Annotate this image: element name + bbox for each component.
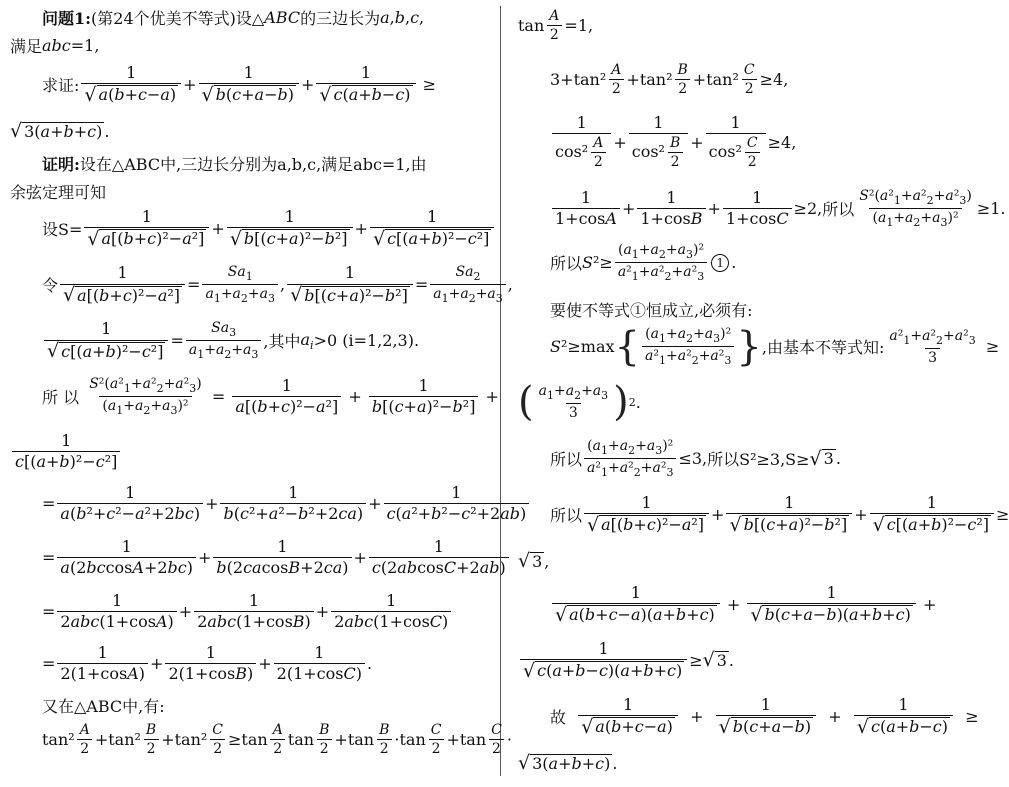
right-column: tan $\frac{A}{2}$ =1, 3+tan² $\frac{A}{2}$ +tan² $\frac{B}{2}$ +tan² $\frac{C}{2}$ ≥4, 1 cos² $\frac{A}{2}$ + 1 cos² $\frac{B}{2}$ + 1 cos² $\frac{C}{2}$ ≥4, $\frac{1}{1+\cos A}$ + $\frac{1}{1+\cos B}$ + $\frac{1}{1+\cos C}$ ≥2, 所以 $\frac{S^2(a^2_1+a^2_2+a^2_3)}{(a_1+a_2+a_3)^2}$ ≥1. 所以 S ²≥ $\frac{(a_1+a_2+a_3)^2}{a^2_1+a^2_2+a^2_3}$ 1 . 要使不等式①恒成立,必须有: S ²≥max { $\frac{(a_1+a_2+a_3)^2}{a^2_1+a^2_2+a^2_3}$ } ,由基本不等式知: $\frac{a^2_1+a^2_2+a^2_3}{3}$ ≥ ( $\frac{a_1+a_2+a_3}{3}$ ) 2 . 所以 $\frac{(a_1+a_2+a_3)^2}{a^2_1+a^2_2+a^2_3}$ ≤3, 所以S²≥3,S≥ √ 3 . 所以 1 √ a[(b+c)²−a²] + 1 √ b[(c+a)²−b²] + 1 √ c[(a+b)²−c²] ≥ √ 3 , 1 √ a(b+c−a)(a+b+c) + 1 √ b(c+a−b)(a+b+c) + 1 √ c(a+b−c)(a+b+c) ≥ √ 3 . 故 1 √ a(b+c−a) + 1 √ b(c+a−b) + 1 √ c(a+b−c) ≥ √ 3(a+b+c) . — [518, 8, 1009, 775]
problem-condition: 满足 abc =1, — [10, 36, 100, 56]
problem-heading: 问题1: (第24个优美不等式) 设△ ABC 的三边长为 a , b , c , — [42, 8, 425, 28]
left-column: 问题1: (第24个优美不等式) 设△ ABC 的三边长为 a , b , c , 满足 abc =1, 求证: 1 √ a(b+c−a) + 1 √ b(c+a−b) + 1 √ c(a+b−c) ≥ √ 3(a+b+c) . 证明: 设在△ABC中,三边长分别为a,b,c,满足abc=1,由 余弦定理可知 设S= 1 √ a[(b+c)²−a²] + 1 √ b[(c+a)²−b²] + 1 √ c[(a+b)²−c²] 令 1 √ a[(b+c)²−a²] = $\frac{Sa_1}{a_1+a_2+a_3}$ , 1 √ b[(c+a)²−b²] = $\frac{Sa_2}{a_1+a_2+a_3}$ , 1 √ c[(a+b)²−c²] = $\frac{Sa_3}{a_1+a_2+a_3}$ ,其中 $a_i$ >0 (i=1,2,3). 所 以 $\frac{S^2(a^2_1+a^2_2+a^2_3)}{(a_1+a_2+a_3)^2}$ = $\frac{1}{\text{a[(b+c)²−a²]}}$ + $\frac{1}{\text{b[(c+a)²−b²]}}$ + $\frac{1}{\text{c[(a+b)²−c²]}}$ = $\frac{1}{\text{a(b²+c²−a²+2bc)}}$ + $\frac{1}{\text{b(c²+a²−b²+2ca)}}$ + $\frac{1}{\text{c(a²+b²−c²+2ab)}}$ = $\frac{1}{a(2bccosA+2bc)}$ + $\frac{1}{b(2cacosB+2ca)}$ + $\frac{1}{c(2abcosC+2ab)}$ = $\frac{1}{\text{2abc(1+cosA)}}$ + $\frac{1}{\text{2abc(1+cosB)}}$ + $\frac{1}{\text{2abc(1+cosC)}}$ = $\frac{1}{2(1+\cos A)}$ + $\frac{1}{2(1+\cos B)}$ + $\frac{1}{2(1+\cos C)}$ . 又在△ABC中,有: tan² $\frac{A}{2}$ +tan² $\frac{B}{2}$ +tan² $\frac{C}{2}$ ≥tan $\frac{A}{2}$ tan $\frac{B}{2}$ +tan $\frac{B}{2}$ ·tan $\frac{C}{2}$ +tan $\frac{C}{2}$ · — [8, 0, 492, 787]
equation-marker: 1 — [711, 254, 729, 272]
fraction: 1 √ a(b+c−a) — [81, 64, 181, 105]
proof-start: 证明: 设在△ABC中,三边长分别为a,b,c,满足abc=1,由 — [42, 152, 427, 175]
substitution: 令 1 √ a[(b+c)²−a²] = $\frac{Sa_1}{a_1+a_2+a_3}$ , 1 √ b[(c+a)²−b²] = $\frac{Sa_2}{a_1+a_2+a_3}$ , — [42, 263, 513, 307]
prove-statement: 求证: 1 √ a(b+c−a) + 1 √ b(c+a−b) + 1 √ c(a+b−c) ≥ — [42, 63, 437, 106]
problem-label: 问题1: — [42, 9, 92, 28]
define-s: 设S= 1 √ a[(b+c)²−a²] + 1 √ b[(c+a)²−b²] + 1 √ c[(a+b)²−c²] — [42, 208, 496, 249]
column-divider — [500, 6, 501, 776]
problem-source: (第24个优美不等式) — [91, 9, 236, 28]
proof-label: 证明: — [42, 155, 80, 174]
